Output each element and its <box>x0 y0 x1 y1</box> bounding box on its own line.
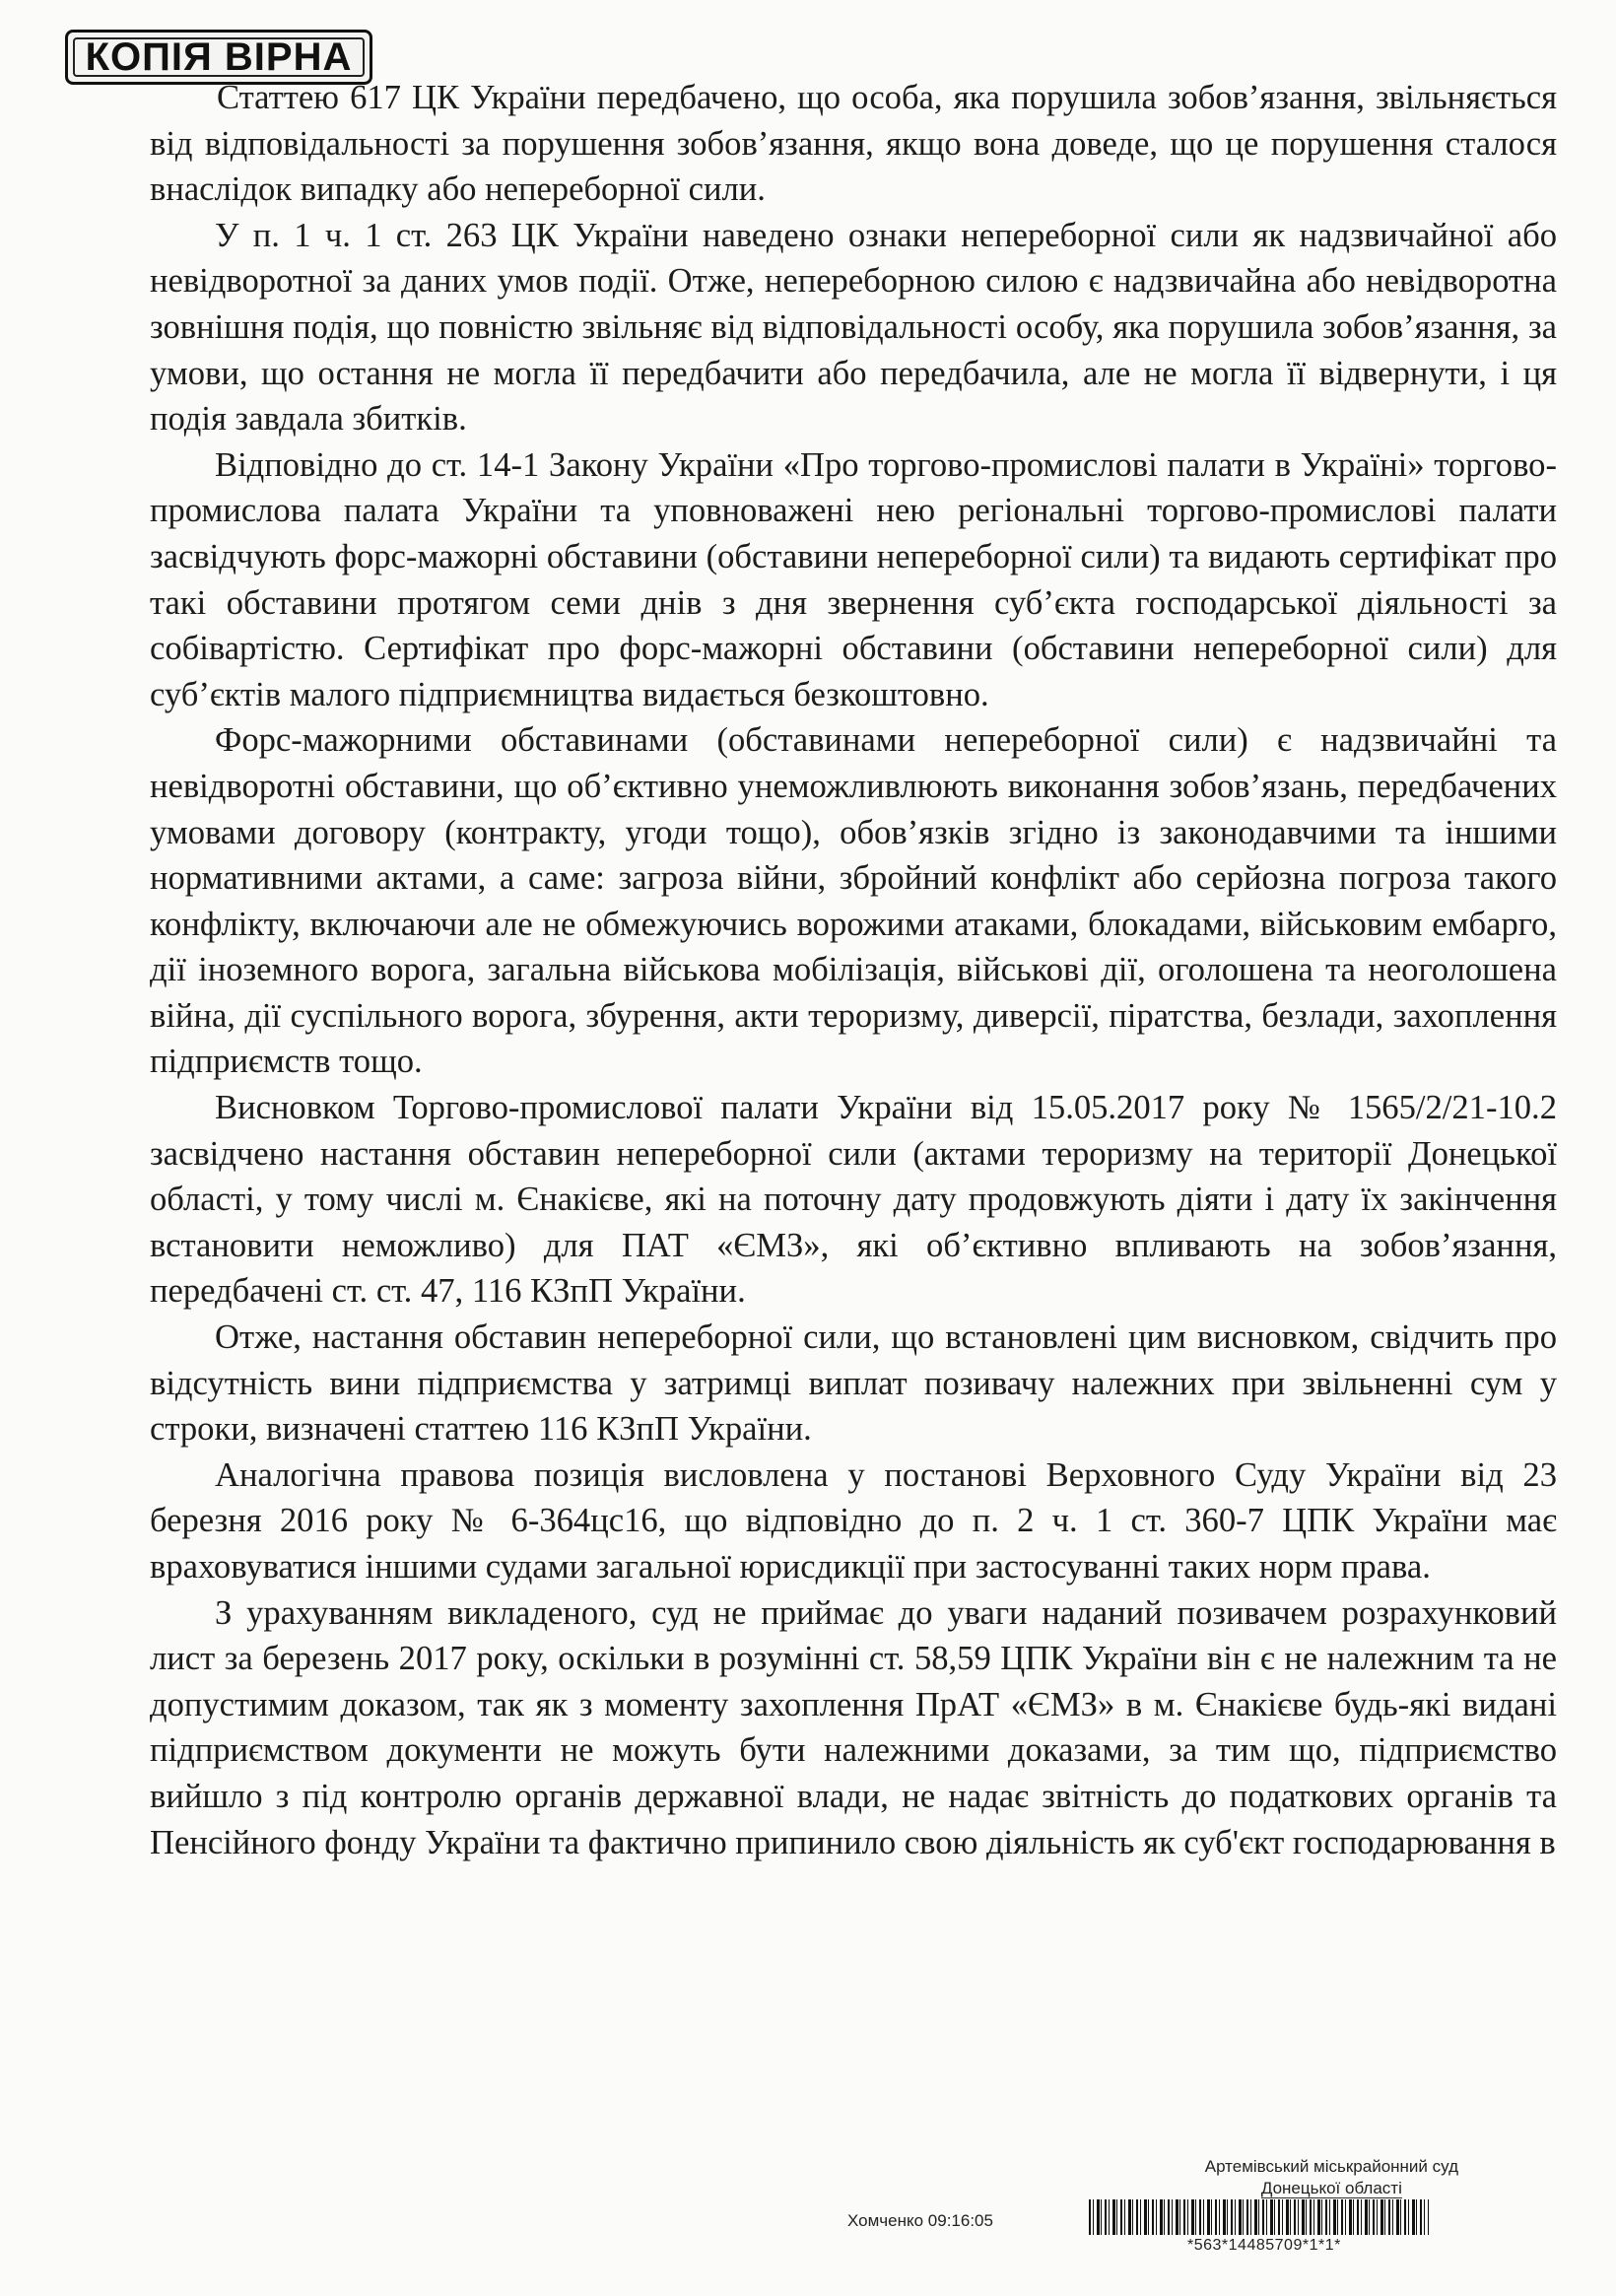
paragraph-1: Статтею 617 ЦК України передбачено, що особа, яка порушила зобов’язання, звільняється від відповідальності за порушення зобов’язання, якщо вона доведе, що це порушення сталося внаслідок випадку або непереборної сили. <box>150 79 1557 209</box>
document-body <box>150 75 1557 1865</box>
clerk-timestamp: Хомченко 09:16:05 <box>847 2211 993 2230</box>
barcode <box>1089 2199 1429 2235</box>
court-name-line1: Артемівський міськрайонний суд <box>1204 2157 1458 2176</box>
paragraph-3: Відповідно до ст. 14-1 Закону України «Про торгово-промислові палати в Україні» торгово-промислова палата України та уповноважені нею регіональні торгово-промислові палати засвідчують форс-мажорні обставини (обставини непереборної сили) та видають сертифікат про такі обставини протягом семи днів з дня звернення суб’єкта господарської діяльності за собівартістю. Сертифікат про форс-мажорні обставини (обставини непереборної сили) для суб’єктів малого підприємництва видається безкоштовно. <box>150 445 1557 713</box>
page-footer <box>847 2156 1577 2264</box>
court-name-line2: Донецької області <box>1260 2179 1402 2197</box>
paragraph-5: Висновком Торгово-промислової палати України від 15.05.2017 року № 1565/2/21-10.2 засвідчено настання обставин непереборної сили (актами тероризму на території Донецької області, у тому числі м. Єнакієве, які на поточну дату продовжують діяти і дату їх закінчення встановити неможливо) для ПАТ «ЄМЗ», які об’єктивно впливають на зобов’язання, передбачені ст. ст. 47, 116 КЗпП України. <box>150 1089 1557 1311</box>
paragraph-4: Форс-мажорними обставинами (обставинами непереборної сили) є надзвичайні та невідворотні обставини, що об’єктивно унеможливлюють виконання зобов’язань, передбачених умовами договору (контракту, угоди тощо), обов’язків згідно із законодавчими та іншими нормативними актами, а саме: загроза війни, збройний конфлікт або серйозна погроза такого конфлікту, включаючи але не обмежуючись ворожими атаками, блокадами, військовим ембарго, дії іноземного ворога, загальна військова мобілізація, військові дії, оголошена та неоголошена війна, дії суспільного ворога, збурення, акти тероризму, диверсії, піратства, безлади, захоплення підприємств тощо. <box>150 721 1557 1081</box>
paragraph-2: У п. 1 ч. 1 ст. 263 ЦК України наведено ознаки непереборної сили як надзвичайної або невідворотної за даних умов події. Отже, непереборною силою є надзвичайна або невідворотна зовнішня подія, що повністю звільняє від відповідальності особу, яка порушила зобов’язання, за умови, що остання не могла її передбачити або передбачила, але не могла її відвернути, і ця подія завдала збитків. <box>150 216 1557 439</box>
paragraph-7: Аналогічна правова позиція висловлена у постанові Верховного Суду України від 23 березня 2016 року № 6-364цс16, що відповідно до п. 2 ч. 1 ст. 360-7 ЦПК України має враховуватися іншими судами загальної юрисдикції при застосуванні таких норм права. <box>150 1455 1557 1586</box>
paragraph-6: Отже, настання обставин непереборної сили, що встановлені цим висновком, свідчить про відсутність вини підприємства у затримці виплат позивачу належних при звільненні сум у строки, визначені статтею 116 КЗпП України. <box>150 1318 1557 1449</box>
paragraph-8: З урахуванням викладеного, суд не приймає до уваги наданий позивачем розрахунковий лист за березень 2017 року, оскільки в розумінні ст. 58,59 ЦПК України він є не належним та не допустимим доказом, так як з моменту захоплення ПрАТ «ЄМЗ» в м. Єнакієве будь-які видані підприємством документи не можуть бути належними доказами, за тим що, підприємство вийшло з під контролю органів державної влади, не надає звітність до податкових органів та Пенсійного фонду України та фактично припинило свою діяльність як суб'єкт господарювання в <box>150 1593 1557 1861</box>
barcode-number: *563*14485709*1*1* <box>1187 2237 1341 2254</box>
court-name <box>1205 2156 1458 2199</box>
stamp-text: КОПІЯ ВІРНА <box>85 34 353 79</box>
